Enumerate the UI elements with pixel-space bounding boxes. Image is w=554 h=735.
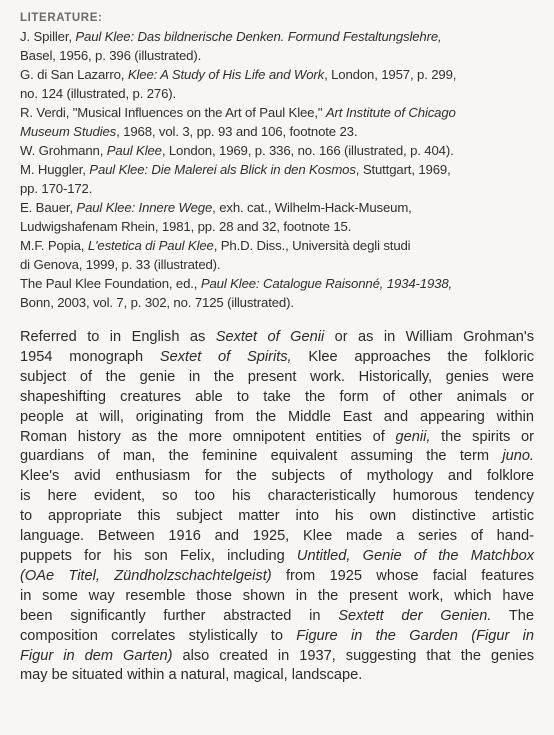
text-run: Bonn, 2003, vol. 7, p. 302, no. 7125 (illustrated). [20,295,294,310]
text-run: pp. 170-172. [20,181,93,196]
text-run: the spirits or [430,428,534,445]
italic-title: Klee: A Study of His Life and Work [127,67,325,82]
text-run: been significantly further abstracted in [20,607,339,624]
text-run: Basel, 1956, p. 396 (illustrated). [20,48,202,63]
text-line [20,467,534,487]
italic-title: Paul Klee: Das bildnerische Denken. Formund Festaltungslehre, [75,29,442,44]
text-line [20,141,534,160]
literature-entry [20,274,534,312]
text-run: di Genova, 1999, p. 33 (illustrated). [20,257,221,272]
text-line [20,65,534,84]
text-run: M. Huggler, [20,162,90,177]
text-line [20,274,534,293]
text-line [20,527,534,547]
text-run: , exh. cat., Wilhelm-Hack-Museum, [212,200,412,215]
text-run: may be situated within a natural, magical, landscape. [20,667,363,684]
literature-heading: LITERATURE: [20,12,103,24]
italic-title: Museum Studies [20,124,117,139]
text-run: 1954 monograph [20,348,160,365]
text-line [20,428,534,448]
text-run: Klee approaches the folkloric [291,348,534,365]
text-line [20,388,534,408]
text-run: , Ph.D. Diss., Università degli studi [213,238,411,253]
text-run: people at will, originating from the Middle East and appearing within [20,408,534,425]
text-run: , Stuttgart, 1969, [355,162,451,177]
italic-title: Sextett der Genien. [338,607,492,624]
literature-entry [20,236,534,274]
text-line [20,447,534,467]
text-line [20,666,534,686]
literature-entry [20,141,534,160]
text-line [20,627,534,647]
text-run: composition correlates stylistically to [20,627,297,644]
text-run: W. Grohmann, [20,143,107,158]
text-line [20,328,534,348]
text-run: Ludwigshafenam Rhein, 1981, pp. 28 and 32, footnote 15. [20,219,352,234]
italic-title: Sextet of Genii [215,329,325,345]
text-run: Roman history as the more omnipotent entities of [20,428,396,445]
text-run: from 1925 whose facial features [271,567,534,584]
italic-title: Paul Klee [106,143,162,158]
italic-title: Figur in dem Garten) [20,647,173,664]
italic-title: juno. [502,448,534,465]
text-run: The Paul Klee Foundation, ed., [20,276,201,291]
italic-title: Paul Klee: Innere Wege [76,200,213,215]
text-line [20,293,534,312]
text-line [20,84,534,103]
italic-title: L'estetica di Paul Klee [87,238,214,253]
text-run: , 1968, vol. 3, pp. 93 and 106, footnote 23. [116,124,358,139]
text-run: guardians of man, the feminine equivalent assuming the term [20,448,503,465]
text-run: R. Verdi, "Musical Influences on the Art of Paul Klee," [20,105,326,120]
text-line [20,198,534,217]
text-line [20,607,534,627]
text-line [20,348,534,368]
text-run: J. Spiller, [20,29,76,44]
italic-title: genii, [395,428,431,445]
text-run: shapeshifting creatures able to take the form of other animals or [20,388,534,405]
italic-title: Untitled, Genie of the Matchbox [296,547,534,564]
text-line [20,647,534,667]
italic-title: Paul Klee: Die Malerei als Blick in den Kosmos [89,162,356,177]
text-line [20,179,534,198]
text-run: in some way resemble those shown in the present work, which have [20,587,534,604]
italic-title: Art Institute of Chicago [325,105,456,120]
text-run: or as in William Grohman's [324,329,534,345]
text-run: is here evident, so too his characteristically humorous tendency [20,488,534,505]
text-line [20,46,534,65]
text-line [20,122,534,141]
text-run: subject of the genie in the present work. Historically, genies were [20,368,534,385]
text-line [20,217,534,236]
text-line [20,368,534,388]
italic-title: Figure in the Garden (Figur in [296,627,534,644]
text-line [20,103,534,122]
literature-entry [20,27,534,65]
italic-title: Sextet of Spirits, [159,348,292,365]
text-run: G. di San Lazarro, [20,67,128,82]
text-line [20,487,534,507]
text-line [20,160,534,179]
text-run: to appropriate this subject matter into his own distinctive artistic [20,508,534,525]
text-line [20,507,534,527]
text-run: Referred to in English as [20,329,216,345]
text-run: language. Between 1916 and 1925, Klee made a series of hand- [20,528,534,545]
text-line [20,27,534,46]
text-run: E. Bauer, [20,200,77,215]
literature-entry [20,198,534,236]
essay-paragraph [20,328,534,686]
text-line [20,567,534,587]
text-run: M.F. Popia, [20,238,88,253]
italic-title: (OAe Titel, Zündholzschachtelgeist) [20,567,272,584]
text-run: , London, 1957, p. 299, [324,67,457,82]
text-run: no. 124 (illustrated, p. 276). [20,86,177,101]
text-run: Klee's avid enthusiasm for the subjects of mythology and folklore [20,468,534,485]
literature-entry [20,160,534,198]
text-line [20,408,534,428]
text-run: , London, 1969, p. 336, no. 166 (illustrated, p. 404). [161,143,454,158]
italic-title: Paul Klee: Catalogue Raisonné, 1934-1938, [200,276,453,291]
text-line [20,547,534,567]
text-line [20,255,534,274]
text-run: puppets for his son Felix, including [20,547,297,564]
text-line [20,236,534,255]
text-run: The [491,607,534,624]
literature-entry [20,103,534,141]
literature-entry [20,65,534,103]
literature-list [20,27,534,312]
text-run: also created in 1937, suggesting that the genies [172,647,534,664]
text-line [20,587,534,607]
